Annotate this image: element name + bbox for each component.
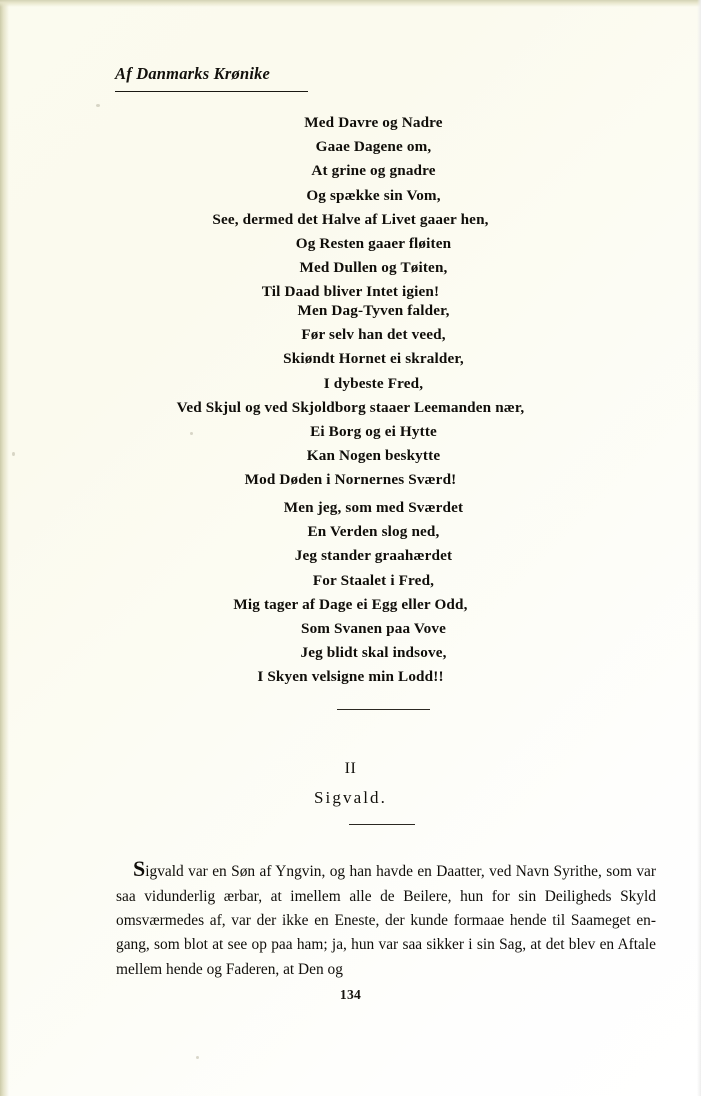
poem-line: For Staalet i Fred, xyxy=(312,571,435,589)
chapter-title: Sigvald. xyxy=(314,788,387,807)
poem-line: Men jeg, som med Sværdet xyxy=(283,499,464,516)
poem-line: Mig tager af Dage ei Egg eller Odd, xyxy=(233,595,468,613)
poem-line: At grine og gnadre xyxy=(311,162,436,180)
poem-line: Mod Døden i Nornernes Sværd! xyxy=(244,471,457,489)
poem-line: Som Svanen paa Vove xyxy=(300,620,447,638)
paragraph-text: igvald var en Søn af Yngvin, og han havde en Daatter, ved Navn Syrithe, som var saa vidunderlig ærbar, at imellem alle de Beilere, hun for sin Deiligheds Skyld omsværmedes af, var der ikke en Eneste, der kunde formaae hende til Saameget en-gang, som blot at see op paa ham; ja, hun var saa sikker i sin Sag, at det blev en Aftale mellem hende og Faderen, at Den og xyxy=(116,863,656,978)
poem-line: Jeg stander graahærdet xyxy=(294,547,453,565)
poem-line: See, dermed det Halve af Livet gaaer hen, xyxy=(212,210,489,228)
poem-stanza-1 xyxy=(0,111,701,305)
poem-line: Med Davre og Nadre xyxy=(304,114,443,131)
poem-line: Før selv han det veed, xyxy=(301,326,446,344)
poem-stanza-2 xyxy=(0,299,701,493)
body-paragraph xyxy=(116,856,656,981)
poem-line: Men Dag-Tyven falder, xyxy=(297,302,450,319)
chapter-number: II xyxy=(344,760,357,777)
running-head-rule xyxy=(115,91,308,92)
section-divider-rule-top xyxy=(337,709,430,710)
paragraph-initial-capital: S xyxy=(133,856,146,882)
poem-line: Og spække sin Vom, xyxy=(306,186,441,204)
poem-line: Ei Borg og ei Hytte xyxy=(310,423,437,441)
poem-line: Ved Skjul og ved Skjoldborg staaer Leemanden nær, xyxy=(176,398,525,416)
section-divider-rule-bottom xyxy=(349,824,415,825)
poem-line: I dybeste Fred, xyxy=(323,374,424,392)
poem-line: Til Daad bliver Intet igien! xyxy=(261,283,440,301)
poem-line: Gaae Dagene om, xyxy=(315,138,432,156)
running-head: Af Danmarks Krønike xyxy=(115,64,271,83)
poem-line: Og Resten gaaer fløiten xyxy=(295,235,452,253)
poem-stanza-3 xyxy=(0,496,701,690)
poem-line: Skiøndt Hornet ei skralder, xyxy=(283,350,464,368)
poem-line: Kan Nogen beskytte xyxy=(306,447,441,465)
poem-line: En Verden slog ned, xyxy=(307,523,440,541)
poem-line: Med Dullen og Tøiten, xyxy=(299,259,448,277)
page-number: 134 xyxy=(339,987,362,1002)
poem-line: I Skyen velsigne min Lodd!! xyxy=(257,668,444,686)
poem-line: Jeg blidt skal indsove, xyxy=(300,644,447,662)
